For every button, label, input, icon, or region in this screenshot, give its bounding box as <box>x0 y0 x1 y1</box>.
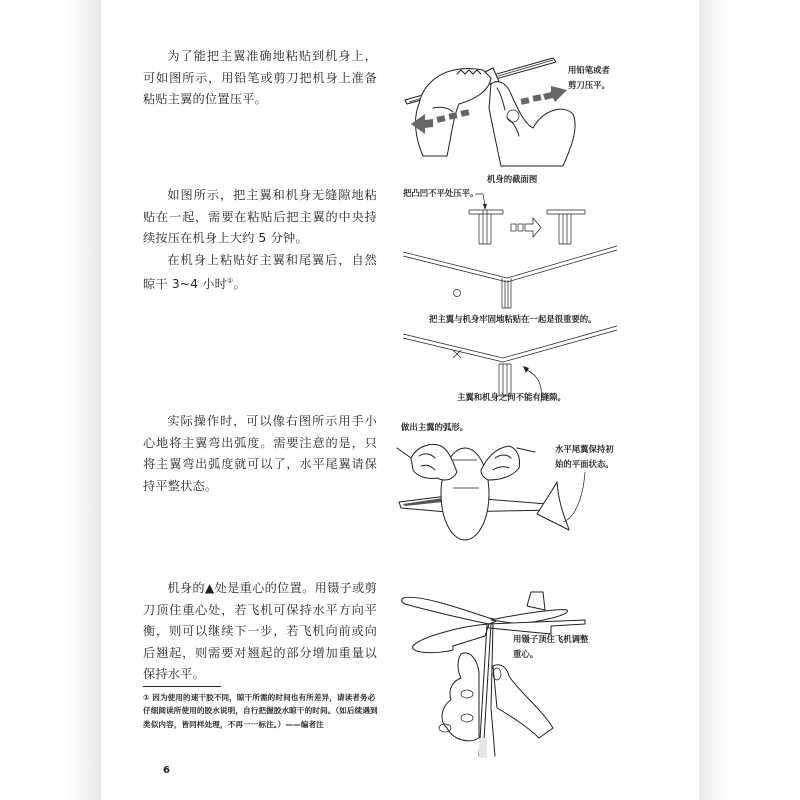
book-page <box>101 0 699 800</box>
drying-text: 在机身上粘贴好主翼和尾翼后，自然晾干 3~4 小时 <box>143 252 377 292</box>
paragraph-text: 为了能把主翼准确地粘贴到机身上，可如图所示，用铅笔或剪刀把机身上准备粘贴主翼的位置压平。 <box>143 49 377 106</box>
drying-text-tail: 。 <box>233 277 246 292</box>
footnote: ① 因为使用的速干胶不同，晾干所需的时间也有所差异，请读者务必仔细阅读所使用的胶水说明，自行把握胶水晾干的时间。（如后续遇到类似内容，皆同样处理，不再一一标注。）——编者注 <box>143 693 378 729</box>
note-flatten-bumps: 把凸凹不平处压平。 <box>403 188 479 198</box>
paragraph-bend-wing <box>143 411 377 497</box>
footnote-divider <box>143 686 221 687</box>
figure-flatten-with-pencil <box>403 48 610 168</box>
figure-center-of-gravity <box>399 588 639 768</box>
page-gutter-shadow-right <box>699 0 729 800</box>
cross-section-diagram <box>399 172 639 407</box>
caption-line: 剪刀压平。 <box>568 80 610 90</box>
figure-fuselage-cross-section <box>399 172 639 407</box>
caption-glue-firmly: 把主翼与机身牢固地粘贴在一起是很重要的。 <box>429 314 597 324</box>
paragraph-center-of-gravity <box>143 578 377 686</box>
paragraph-flatten-fuselage <box>143 46 377 111</box>
good-mark-circle <box>454 290 461 297</box>
caption-line: 水平尾翼保持初 <box>555 444 614 454</box>
figure-title-cross-section: 机身的截面图 <box>487 174 538 184</box>
paragraph-text: 实际操作时，可以像右图所示用手小心地将主翼弯出弧度。需要注意的是，只将主翼弯出弧度就可以了，水平尾翼请保持平整状态。 <box>143 414 377 493</box>
tweezers-plane-illustration <box>399 588 639 768</box>
figure-bend-wing <box>397 418 637 548</box>
caption-make-wing-arc: 做出主翼的弧形。 <box>401 422 468 432</box>
footnote-reference: ① <box>227 277 234 285</box>
paragraph-text: 机身的▲处是重心的位置。用镊子或剪刀顶住重心处，若飞机可保持水平方向平衡，则可以继续下一步，若飞机向前或向后翘起，则需要对翘起的部分增加重量以保持水平。 <box>143 581 377 681</box>
page-number: 6 <box>163 765 170 776</box>
bending-wing-illustration <box>397 418 637 548</box>
figure-caption-pencil <box>568 63 610 93</box>
caption-line: 始的平面状态。 <box>555 459 614 469</box>
paragraph-glue-wing <box>143 185 377 296</box>
page-gutter-shadow-left <box>66 0 101 800</box>
paragraph-text-drying <box>143 250 377 296</box>
caption-line: 用铅笔或者 <box>568 65 610 75</box>
paragraph-text: 如图所示，把主翼和机身无缝隙地粘贴在一起，需要在粘贴后把主翼的中央持续按压在机身上大约 5 分钟。 <box>143 188 377 245</box>
caption-line: 用镊子顶住飞机调整 <box>513 634 589 644</box>
caption-no-gap: 主翼和机身之间不能有缝隙。 <box>457 392 566 402</box>
caption-line: 重心。 <box>513 649 539 659</box>
